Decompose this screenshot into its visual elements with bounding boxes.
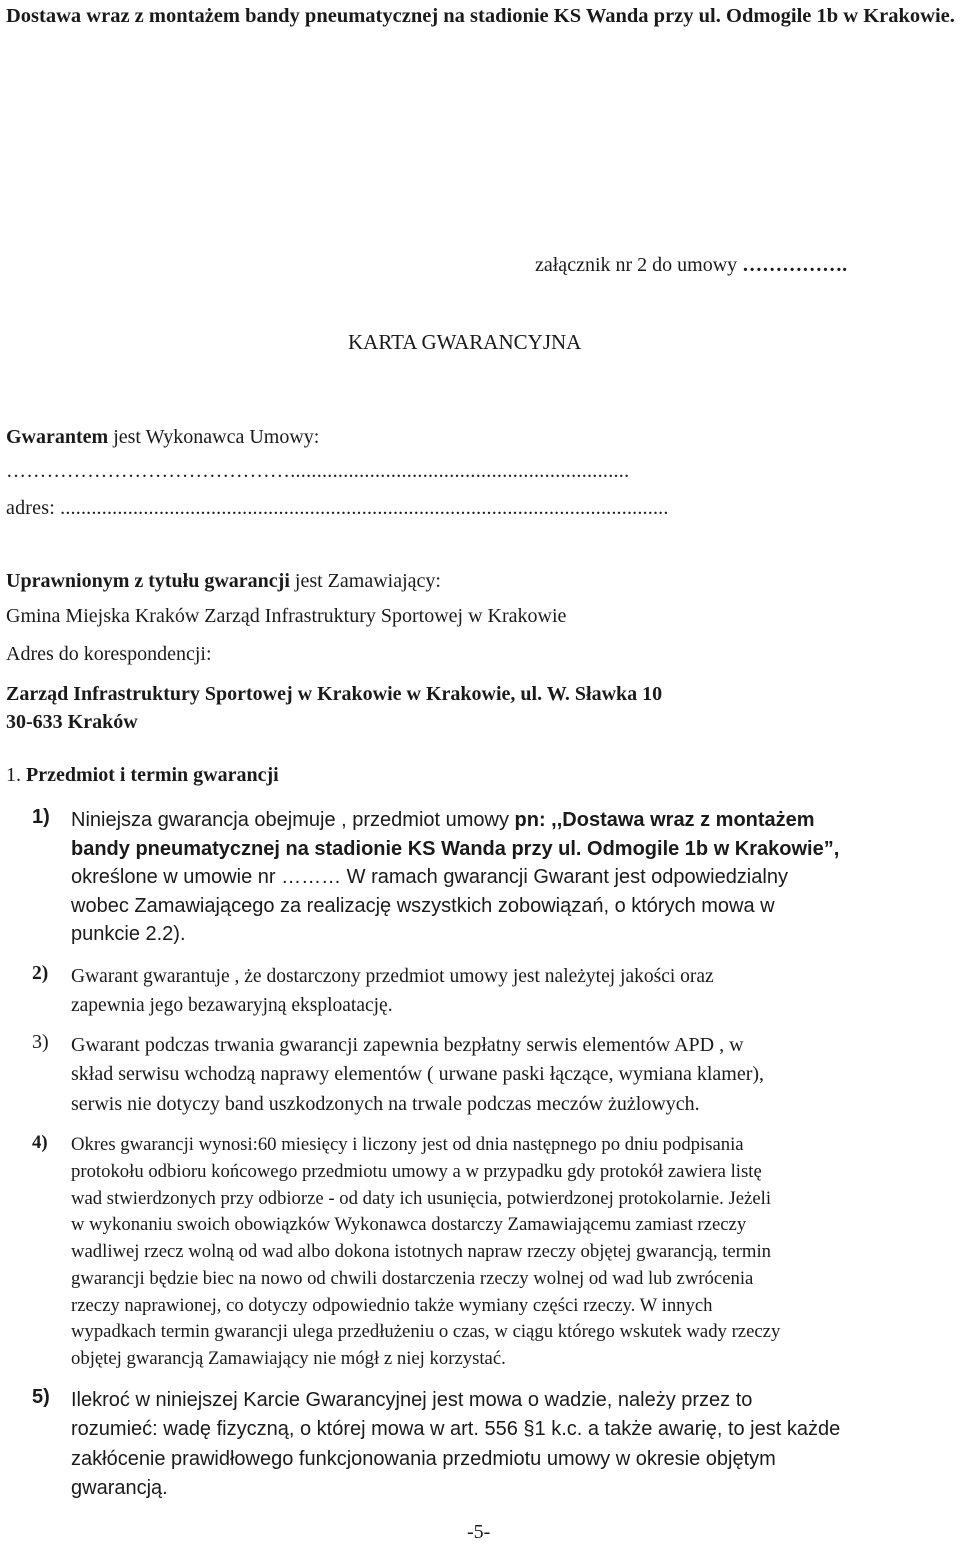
annex-number-dots: ……………. [742, 254, 848, 276]
page-number: -5- [467, 1521, 491, 1543]
item-line: Okres gwarancji wynosi:60 miesięcy i liczony jest od dnia następnego po dniu podpisania [71, 1134, 744, 1155]
item-line: wypadkach termin gwarancji ulega przedłużeniu o czas, w ciągu którego wskutek wady rzeczy [71, 1321, 781, 1343]
item-line: gwarancją. [71, 1476, 168, 1499]
item-number: 3) [32, 1031, 49, 1053]
item-number: 2) [32, 963, 49, 984]
guarantor-line [6, 426, 319, 449]
correspondence-label: Adres do korespondencji: [6, 643, 212, 665]
item-text [71, 806, 951, 949]
authorized-label: Uprawnionym z tytułu gwarancji [6, 570, 290, 592]
item-line: Gwarant gwarantuje , że dostarczony przedmiot umowy jest należytej jakości oraz [71, 966, 714, 987]
authorized-entity: Gmina Miejska Kraków Zarząd Infrastruktury Sportowej w Krakowie [6, 605, 567, 627]
item-line: Gwarant podczas trwania gwarancji zapewnia bezpłatny serwis elementów APD , w [71, 1034, 744, 1056]
item-number: 5) [32, 1386, 50, 1408]
item-text [71, 1132, 951, 1373]
authorized-text: jest Zamawiający: [289, 570, 441, 592]
item-line: protokołu odbioru końcowego przedmiotu umowy a w przypadku gdy protokół zawiera listę [71, 1160, 762, 1182]
item-line: zakłócenie prawidłowego funkcjonowania przedmiotu umowy w okresie objętym [71, 1447, 776, 1470]
document-header: Dostawa wraz z montażem bandy pneumatycznej na stadionie KS Wanda przy ul. Odmogile 1b w Krakowie. [6, 5, 955, 27]
item-line: serwis nie dotyczy band uszkodzonych na trwale podczas meczów żużlowych. [71, 1092, 700, 1115]
authorized-line [6, 570, 441, 593]
item-number: 1) [32, 806, 50, 828]
item-line: wadliwej rzecz wolną od wad albo dokona istotnych napraw rzeczy objętej gwarancją, termin [71, 1241, 771, 1262]
item-line: bandy pneumatycznej na stadionie KS Wanda przy ul. Odmogile 1b w Krakowie”, [71, 837, 840, 860]
item-line: gwarancji będzie biec na nowo od chwili dostarczenia rzeczy wolnej od wad lub zwrócenia [71, 1267, 754, 1289]
annex-reference [535, 254, 847, 277]
item-line: wad stwierdzonych przy odbiorze - od daty ich usunięcia, potwierdzonej protokolarnie. Jeżeli [71, 1187, 772, 1209]
item-line: wobec Zamawiającego za realizację wszystkich zobowiązań, o których mowa w [71, 894, 775, 917]
item-line: w wykonaniu swoich obowiązków Wykonawca dostarczy Zamawiającemu zamiast rzeczy [71, 1214, 747, 1236]
item-text [71, 963, 951, 1020]
guarantor-name-dots: ……………………………………................................................................ [6, 460, 630, 482]
guarantor-text: jest Wykonawca Umowy: [108, 426, 320, 448]
correspondence-address-line2: 30-633 Kraków [6, 711, 138, 733]
item-line: Ilekroć w niniejszej Karcie Gwarancyjnej jest mowa o wadzie, należy przez to [71, 1389, 753, 1411]
item-number: 4) [32, 1132, 48, 1153]
item-text-segment: Niniejsza gwarancja obejmuje , przedmiot umowy [71, 809, 515, 831]
correspondence-address-line1: Zarząd Infrastruktury Sportowej w Krakowie w Krakowie, ul. W. Sławka 10 [6, 683, 663, 705]
item-text [71, 1386, 951, 1503]
section-number: 1. [6, 764, 21, 786]
section-heading [6, 764, 279, 787]
guarantor-label: Gwarantem [6, 426, 109, 448]
item-line: skład serwisu wchodzą naprawy elementów ( urwane paski łączące, wymiana klamer), [71, 1063, 765, 1086]
item-line: objętej gwarancją Zamawiający nie mógł z niej korzystać. [71, 1348, 506, 1369]
item-line [71, 806, 951, 835]
annex-label: załącznik nr 2 do umowy [535, 254, 743, 276]
item-line: określone w umowie nr ……… W ramach gwarancji Gwarant jest odpowiedzialny [71, 866, 788, 889]
item-line: punkcie 2.2). [71, 923, 186, 946]
item-text [71, 1031, 951, 1119]
item-line: rzeczy naprawionej, co dotyczy odpowiednio także wymiany części rzeczy. W innych [71, 1294, 713, 1316]
guarantor-address: adres: ..................................................................................................................... [6, 497, 669, 519]
item-line: rozumieć: wadę fizyczną, o której mowa w art. 556 §1 k.c. a także awarię, to jest każde [71, 1418, 841, 1441]
page-title: KARTA GWARANCYJNA [348, 330, 582, 354]
section-title: Przedmiot i termin gwarancji [21, 764, 279, 786]
item-line: zapewnia jego bezawaryjną eksploatację. [71, 994, 393, 1016]
item-text-bold: pn: ,,Dostawa wraz z montażem [514, 809, 815, 831]
